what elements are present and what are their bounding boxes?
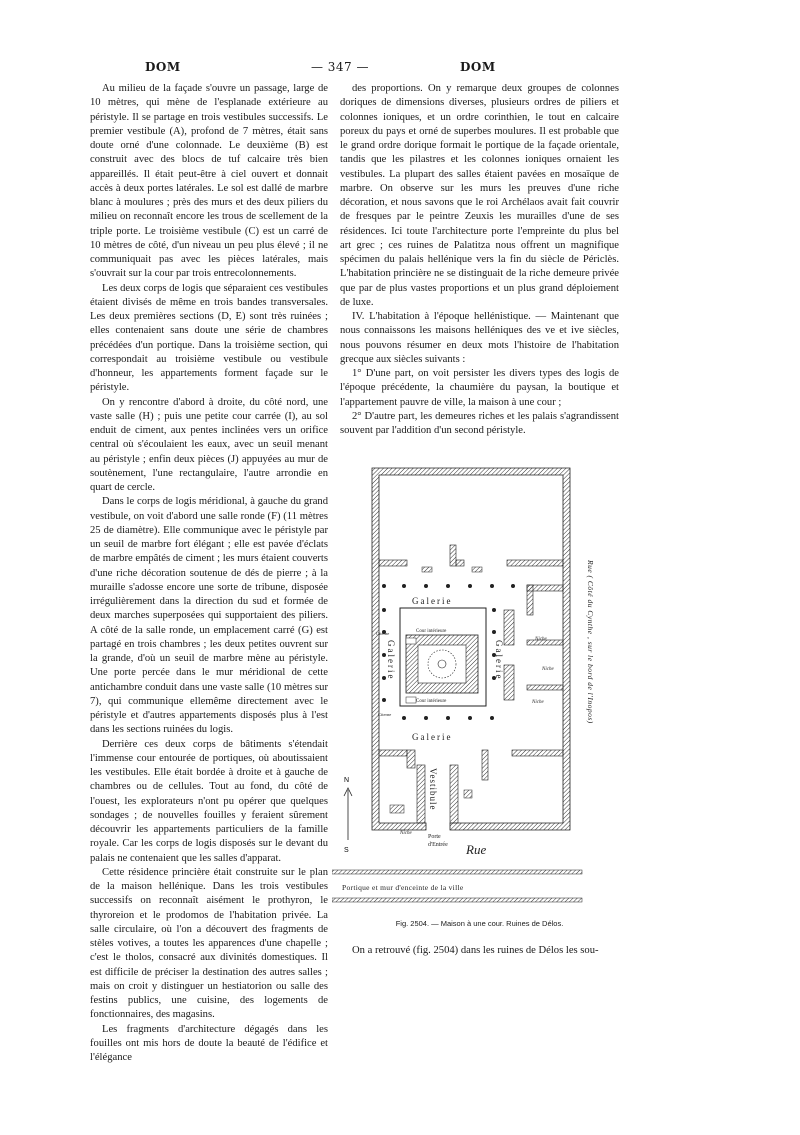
paragraph: Les deux corps de logis que séparaient ces vestibules étaient divisés de même en trois bandes transversales. Les deux premières sections (D, E) sont très ruinées ; elles contenaient sans doute une série de chambres précédées d'un portique. Dans la troisième section, qui correspondait au troisième vestibule ou vestibule d'honneur, les appartements forment façade sur le péristyle. — [90, 282, 328, 394]
label-niche-1: Niche — [535, 637, 547, 642]
wall — [482, 750, 488, 780]
citerne — [406, 638, 416, 644]
paragraph: Dans le corps de logis méridional, à gauche du grand vestibule, on voit d'abord une salle ronde (F) (11 mètres 25 de diamètre). Elle communique avec le péristyle par un seuil de marbre fort élégant ; elle est pavée d'éclats de marbre empâtés de ciment ; les murs étaient couverts d'une riche décoration soutenue de dés de pierre ; à la muraille s'adosse encore une sorte de tribune, disposée irrégulièrement dans la direction du sud et formée de deux marches superposées qui supportaient des piliers. A côté de la salle ronde, un emplacement carré (G) est partagé en trois chambres ; les deux petites ouvrent sur la grande, d'où un seuil de marbre mène au péristyle. Une porte percée dans le mur méridional de cette antichambre conduit dans une vaste salle (10 mètres sur 7), qui communique ellemême directement avec le péristyle et d'autres appartements disposés plus à l'est dans les sections ruinées du logis. — [90, 496, 328, 736]
wall — [507, 560, 563, 566]
label-cour-bottom: Cour intérieure — [416, 699, 447, 704]
paragraph: Au milieu de la façade s'ouvre un passage, large de 10 mètres, qui mène de l'esplanade extérieure au péristyle. Il se partage en trois vestibules successifs. Le premier vestibule (A), profond de 7 mètres, était sans doute orné d'une colonnade. Le deuxième (B) est construit avec des blocs de tuf calcaire très bien appareillés. Il était peut-être à ciel ouvert et donnait accès à deux portes latérales. Le sol est dallé de marbre blanc à moulures ; près des murs et des deux piliers du milieu on reconnaît encore les trous de scellement de la triple porte. Le troisième vestibule (C) est un carré de 10 mètres de côté, d'un niveau un peu plus élevé ; il ne communiquait pas avec les pièces latérales, mais s'ouvrait sur la cour par trois entrecolonnements. — [90, 83, 328, 280]
label-niche-3: Niche — [532, 700, 544, 705]
wall — [504, 610, 514, 645]
paragraph: On y rencontre d'abord à droite, du côté nord, une vaste salle (H) ; puis une petite cour carrée (I), au sol enduit de ciment, aux pentes inclinées vers un orifice central où s'écoulaient les eaux, avec un seuil menant au péristyle ; enfin deux pièces (J) appuyées au mur de soutènement, l'une rectangulaire, l'autre arrondie en quart de cercle. — [90, 396, 328, 493]
label-porte: Porte — [428, 834, 441, 840]
label-rue-right: Rue ( Côté du Cynthe , sur le bord de l'Inopos) — [586, 560, 595, 724]
pillar — [464, 790, 472, 798]
wall — [379, 560, 407, 566]
wall — [450, 765, 458, 823]
compass-south: S — [344, 847, 349, 854]
paragraph: Cette résidence princière était construite sur le plan de la maison hellénique. Dans les trois vestibules successifs on reconnaît aisément le prothyron, le thyroreion et le prodomos de l'habitation privée. La salle circulaire, où l'on a découvert des fragments de stèles votives, a toutes les apparences d'une chapelle ; c'est le tholos, consacré aux divinités domestiques. Il est difficile de préciser la destination des autres salles ; mais on croit y distinguer un hestiatorion ou salle des festins publics, une cuisine, des logements de fonctionnaires, des magasins. — [90, 866, 328, 1021]
label-niche-4: Niche — [400, 831, 412, 836]
compass-north: N — [344, 777, 350, 784]
figure-caption: Fig. 2504. — Maison à une cour. Ruines de Délos. — [395, 919, 564, 928]
page-number: — 347 — — [310, 60, 370, 74]
paragraph: des proportions. On y remarque deux groupes de colonnes doriques de dimensions diverses, plusieurs ordres de piliers et colonnes ioniques, et un ordre corinthien, le tout en calcaire poreux du pays et orné de superbes moulures. Il est probable que le grand ordre dorique formait le portique de la façade orientale, tandis que les pilastres et les colonnes ioniques ornaient les vestibules. La plupart des salles étaient pavées en mosaïque de marbre. On observe sur les murs les preuves d'une riche décoration, et nous savons que le roi Archélaos avait fait couvrir de fresques par le peintre Zeuxis les murailles d'une de ses résidences. Ici toute l'architecture porte l'empreinte du plus bel art grec ; ces ruines de Palatitza nous offrent un magnifique spécimen du palais hellénique vers la fin du siècle de Périclès. L'habitation princière ne se distinguait de la riche demeure privée que par de plus vastes proportions et un plus grand déploiement de luxe. — [340, 83, 619, 308]
running-head-right: DOM — [460, 60, 496, 74]
wall — [512, 750, 563, 756]
paragraph-after-figure: On a retrouvé (fig. 2504) dans les ruines de Délos les sou- — [352, 945, 599, 956]
right-column — [340, 82, 619, 438]
portico-wall — [332, 870, 582, 874]
label-portique: Portique et mur d'enceinte de la ville — [342, 883, 464, 892]
label-galerie-bottom: Galerie — [412, 732, 453, 742]
label-cour-top: Cour intérieure — [416, 629, 447, 634]
running-head-left: DOM — [145, 60, 181, 74]
label-niche-2: Niche — [542, 667, 554, 672]
wall — [417, 765, 425, 823]
wall — [527, 685, 563, 690]
paragraph: 1° D'une part, on voit persister les divers types des logis de l'époque précédente, la chaumière du paysan, la boutique et l'appartement pauvre de ville, la maison à une cour ; — [340, 368, 619, 408]
label-vestibule: Vestibule — [428, 768, 438, 811]
courtyard-mosaic — [418, 645, 466, 683]
floor-plan-figure — [332, 460, 618, 930]
pillar — [390, 805, 404, 813]
portico-wall — [332, 898, 582, 902]
pillar — [422, 567, 432, 572]
label-entree: d'Entrée — [428, 842, 448, 848]
column-row-left — [382, 608, 386, 702]
wall — [450, 545, 456, 566]
paragraph: Derrière ces deux corps de bâtiments s'étendait l'immense cour entourée de portiques, où aboutissaient les vestibules. Elle était bordée à droite et à gauche de chambres ou de cellules. Tout au fond, du côté de l'ouest, les explorateurs n'ont pu opérer que quelques sondages ; de nouvelles fouilles y feraient sûrement découvrir les appartements particuliers de la famille royale. Car les corps de logis disposés sur le devant du palais ne contenaient que les salles d'apparat. — [90, 738, 328, 864]
wall — [504, 665, 514, 700]
label-rue-bottom: Rue — [466, 842, 487, 857]
wall — [379, 750, 407, 756]
column-row-top — [382, 584, 515, 588]
column-row-bottom — [402, 716, 494, 720]
floor-plan-drawing — [332, 460, 618, 918]
label-citerne-top: Citerne — [376, 631, 390, 636]
label-citerne-bottom: Citerne — [378, 712, 392, 717]
citerne — [406, 697, 416, 703]
pillar — [472, 567, 482, 572]
label-galerie-left: Galerie — [386, 640, 396, 681]
label-galerie-top: Galerie — [412, 596, 453, 606]
wall — [527, 585, 533, 615]
wall — [456, 560, 464, 566]
paragraph: 2° D'autre part, les demeures riches et les palais s'agrandissent souvent par l'addition d'un second péristyle. — [340, 410, 619, 436]
left-column — [90, 82, 328, 1065]
paragraph: Les fragments d'architecture dégagés dans les fouilles ont mis hors de doute la beauté de l'édifice et l'élégance — [90, 1023, 328, 1063]
label-galerie-right: Galerie — [494, 640, 504, 681]
paragraph: IV. L'habitation à l'époque hellénistique. — Maintenant que nous connaissons les maisons helléniques des ve et ive siècles, nous pouvons résumer en deux mots l'histoire de l'habitation grecque aux siècles suivants : — [340, 311, 619, 365]
wall — [407, 750, 415, 768]
